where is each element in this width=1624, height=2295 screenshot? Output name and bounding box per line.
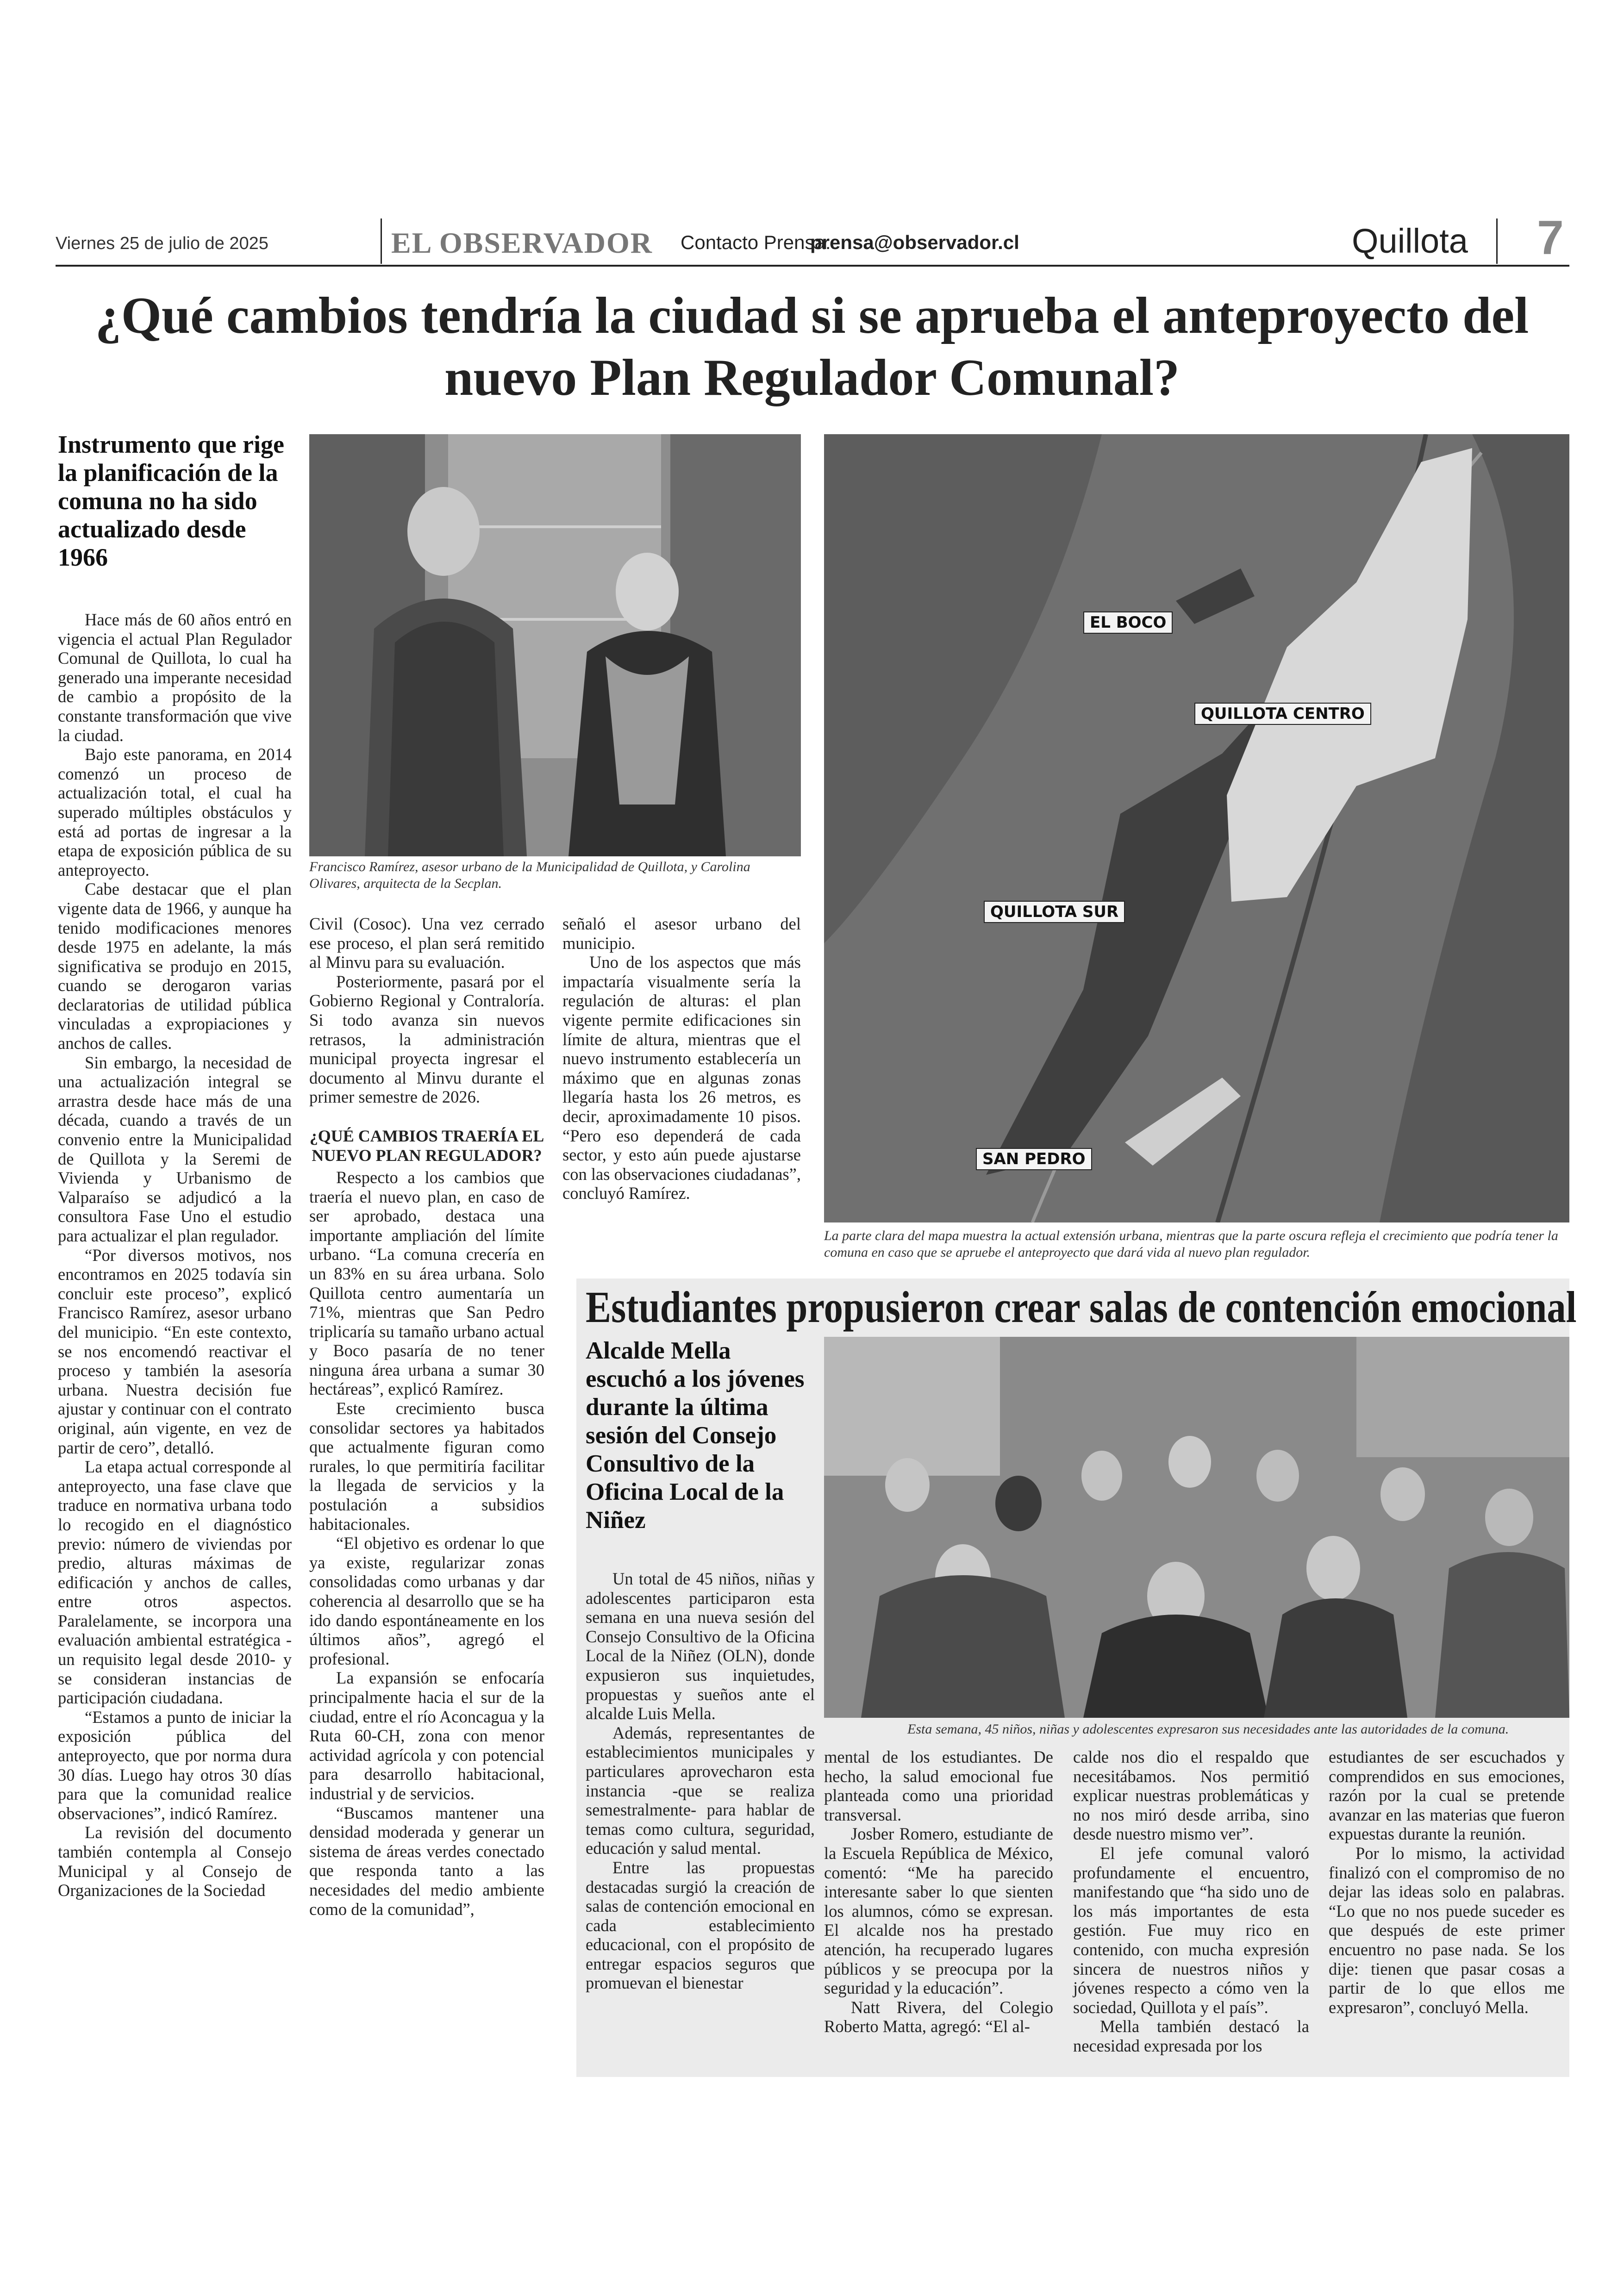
section-subhead: ¿QUÉ CAMBIOS TRAERÍA EL NUEVO PLAN REGULADOR? (309, 1126, 544, 1165)
header-divider (1496, 218, 1498, 264)
map-illustration (824, 434, 1569, 1222)
paragraph: “El objetivo es ordenar lo que ya existe, regularizar zonas consolidadas como urbanas y dar coherencia al desarrollo que se ha ido dando espontáneamente en los últimos años”, agregó el profesional. (309, 1534, 544, 1668)
paragraph: Por lo mismo, la actividad finalizó con el compromiso de no dejar las ideas solo en palabras. “Lo que no nos puede suceder es que después de este primer encuentro no pase nada. Se los dije: tienen que pasar cosas a partir de lo que ellos me expresaron”, concluyó Mella. (1329, 1843, 1565, 2017)
article-2-subheadline: Alcalde Mella escuchó a los jóvenes durante la última sesión del Consejo Consultivo de la Oficina Local de la Niñez (586, 1337, 805, 1534)
paragraph: Posteriormente, pasará por el Gobierno Regional y Contraloría. Si todo avanza sin nuevos retrasos, la administración municipal proyecta ingresar el documento al Minvu durante el primer semestre de 2026. (309, 972, 544, 1107)
students-photo-caption: Esta semana, 45 niños, niñas y adolescentes expresaron sus necesidades ante las autoridades de la comuna. (907, 1721, 1509, 1737)
article-2-column-4 (1329, 1747, 1565, 2017)
issue-date: Viernes 25 de julio de 2025 (56, 234, 269, 253)
students-photo-illustration (824, 1337, 1569, 1718)
paragraph: Además, representantes de establecimientos municipales y particulares aprovecharon esta instancia -que se realiza semestralmente- para hablar de temas como cultura, seguridad, educación y salud mental. (586, 1723, 815, 1858)
paragraph: Sin embargo, la necesidad de una actualización integral se arrastra desde hace más de una década, cuando a través de un convenio entre la Municipalidad de Quillota y la Seremi de Vivienda y Urbanismo de Valparaíso se adjudicó a la consultora Fase Uno el estudio para actualizar el plan regulador. (58, 1053, 292, 1245)
paragraph: Josber Romero, estudiante de la Escuela República de México, comentó: “Me ha parecido interesante saber lo que sienten los alumnos, cómo se expresan. El alcalde nos ha prestado atención, ha recuperado lugares públicos y se preocupa por la seguridad y la educación”. (824, 1824, 1053, 1998)
paragraph: El jefe comunal valoró profundamente el encuentro, manifestando que “ha sido uno de los más importantes de esta gestión. Fue muy rico en contenido, con mucha expresión sincera de nuestros niños y jóvenes respecto a cómo ven la sociedad, Quillota y el país”. (1073, 1843, 1309, 2017)
map-label-san-pedro: SAN PEDRO (976, 1148, 1092, 1170)
paragraph: La expansión se enfocaría principalmente hacia el sur de la ciudad, entre el río Aconcagua y la Ruta 60-CH, zona con menor actividad agrícola y con potencial para desarrollo habitacional, industrial y de servicios. (309, 1668, 544, 1803)
article-headline: ¿Qué cambios tendría la ciudad si se aprueba el anteproyecto del nuevo Plan Regulador Comunal? (95, 287, 1529, 406)
map-caption: La parte clara del mapa muestra la actual extensión urbana, mientras que la parte oscura refleja el crecimiento que podría tener la comuna en caso que se apruebe el anteproyecto que dará vida al nuevo plan regulador. (824, 1228, 1558, 1260)
paragraph: Cabe destacar que el plan vigente data de 1966, y aunque ha tenido modificaciones menores desde 1975 en adelante, la más significativa se produjo en 2015, cuando se derogaron varias declaratorias de utilidad pública vinculadas a expropiaciones y anchos de calles. (58, 879, 292, 1053)
map-label-el-boco: EL BOCO (1083, 611, 1173, 634)
students-photo (824, 1337, 1569, 1718)
article-column-3 (562, 914, 801, 1203)
article-2-column-2 (824, 1747, 1053, 2036)
paragraph: Entre las propuestas destacadas surgió la creación de salas de contención emocional en cada establecimiento educacional, con el propósito de entregar espacios seguros que promuevan el bienestar (586, 1858, 815, 1993)
article-column-2 (309, 914, 544, 1919)
article-column-1 (58, 610, 292, 1900)
paragraph: La etapa actual corresponde al anteproyecto, una fase clave que traduce en normativa urbana todo lo recogido en el diagnóstico previo: número de viviendas por predio, alturas máximas de edificación y anchos de calles, entre otros aspectos. Paralelamente, se incorpora una evaluación ambiental estratégica -un requisito legal desde 2010- y se consideran instancias de participación ciudadana. (58, 1457, 292, 1708)
section-name: Quillota (1352, 222, 1468, 260)
interview-photo (309, 434, 801, 856)
contact-label: Contacto Prensa: (681, 231, 831, 253)
article-2-headline: Estudiantes propusieron crear salas de contención emocional (586, 1282, 1577, 1332)
paragraph: mental de los estudiantes. De hecho, la salud emocional fue planteada como una prioridad transversal. (824, 1747, 1053, 1824)
map-label-quillota-sur: QUILLOTA SUR (984, 901, 1125, 923)
paragraph: Hace más de 60 años entró en vigencia el actual Plan Regulador Comunal de Quillota, lo cual ha generado una imperante necesidad de cambio a propósito de la constante transformación que vive la ciudad. (58, 610, 292, 745)
paragraph: estudiantes de ser escuchados y comprendidos en sus emociones, razón por la cual se pretende avanzar en las materias que fueron expuestas durante la reunión. (1329, 1747, 1565, 1844)
paragraph: Civil (Cosoc). Una vez cerrado ese proceso, el plan será remitido al Minvu para su evaluación. (309, 914, 544, 972)
contact-email-link[interactable]: prensa@observador.cl (810, 231, 1019, 253)
map-label-quillota-centro: QUILLOTA CENTRO (1194, 703, 1371, 725)
newspaper-name: EL OBSERVADOR (391, 226, 653, 259)
paragraph: “Estamos a punto de iniciar la exposición pública del anteproyecto, que por norma dura 30 días. Luego hay otros 30 días para que la comunidad realice observaciones”, indicó Ramírez. (58, 1707, 292, 1823)
paragraph: Bajo este panorama, en 2014 comenzó un proceso de actualización total, el cual ha superado múltiples obstáculos y está ad portas de ingresar a la etapa de exposición pública de su anteproyecto. (58, 745, 292, 879)
paragraph: Mella también destacó la necesidad expresada por los (1073, 2017, 1309, 2055)
header-rule (56, 265, 1569, 267)
interview-photo-illustration (309, 434, 801, 856)
page-number: 7 (1537, 211, 1564, 265)
paragraph: señaló el asesor urbano del municipio. (562, 914, 801, 953)
paragraph: La revisión del documento también contempla al Consejo Municipal y al Consejo de Organizaciones de la Sociedad (58, 1823, 292, 1900)
paragraph: calde nos dio el respaldo que necesitábamos. Nos permitió explicar nuestras problemáticas y no nos miró desde arriba, sino desde nuestro mismo ver”. (1073, 1747, 1309, 1844)
paragraph: “Por diversos motivos, nos encontramos en 2025 todavía sin concluir este proceso”, explicó Francisco Ramírez, asesor urbano del municipio. “En este contexto, se nos encomendó reactivar el proceso y también la asesoría urbana. Nuestra decisión fue ajustar y continuar con el contrato original, aún vigente, en vez de partir de cero”, detalló. (58, 1245, 292, 1457)
paragraph: “Buscamos mantener una densidad moderada y generar un sistema de áreas verdes conectado que responda tanto a las necesidades del medio ambiente como de la comunidad”, (309, 1803, 544, 1919)
paragraph: Natt Rivera, del Colegio Roberto Matta, agregó: “El al- (824, 1997, 1053, 2036)
paragraph: Uno de los aspectos que más impactaría visualmente sería la regulación de alturas: el plan vigente permite edificaciones sin límite de altura, mientras que el nuevo instrumento establecería un máximo que en algunas zonas llegaría hasta los 26 metros, es decir, aproximadamente 10 pisos. “Pero eso dependerá de cada sector, y esto aún puede ajustarse con las observaciones ciudadanas”, concluyó Ramírez. (562, 953, 801, 1203)
article-subheadline: Instrumento que rige la planificación de la comuna no ha sido actualizado desde 1966 (58, 430, 284, 571)
paragraph: Respecto a los cambios que traería el nuevo plan, en caso de ser aprobado, destaca una importante ampliación del límite urbano. “La comuna crecería en un 83% en su área urbana. Solo Quillota centro aumentaría un 71%, mientras que San Pedro triplicaría su tamaño urbano actual y Boco pasaría de no tener ninguna área urbana a sumar 30 hectáreas”, explicó Ramírez. (309, 1167, 544, 1399)
paragraph: Este crecimiento busca consolidar sectores ya habitados que actualmente figuran como rurales, lo que permitiría facilitar la llegada de servicios y la postulación a subsidios habitacionales. (309, 1399, 544, 1534)
header-divider (381, 218, 382, 264)
urban-plan-map (824, 434, 1569, 1222)
article-2-column-1 (586, 1569, 815, 1993)
article-2-column-3 (1073, 1747, 1309, 2056)
paragraph: Un total de 45 niños, niñas y adolescentes participaron esta semana en una nueva sesión del Consejo Consultivo de la Oficina Local de la Niñez (OLN), donde expusieron sus inquietudes, propuestas y sueños ante el alcalde Luis Mella. (586, 1569, 815, 1723)
photo-caption: Francisco Ramírez, asesor urbano de la Municipalidad de Quillota, y Carolina Olivares, arquitecta de la Secplan. (309, 859, 750, 891)
